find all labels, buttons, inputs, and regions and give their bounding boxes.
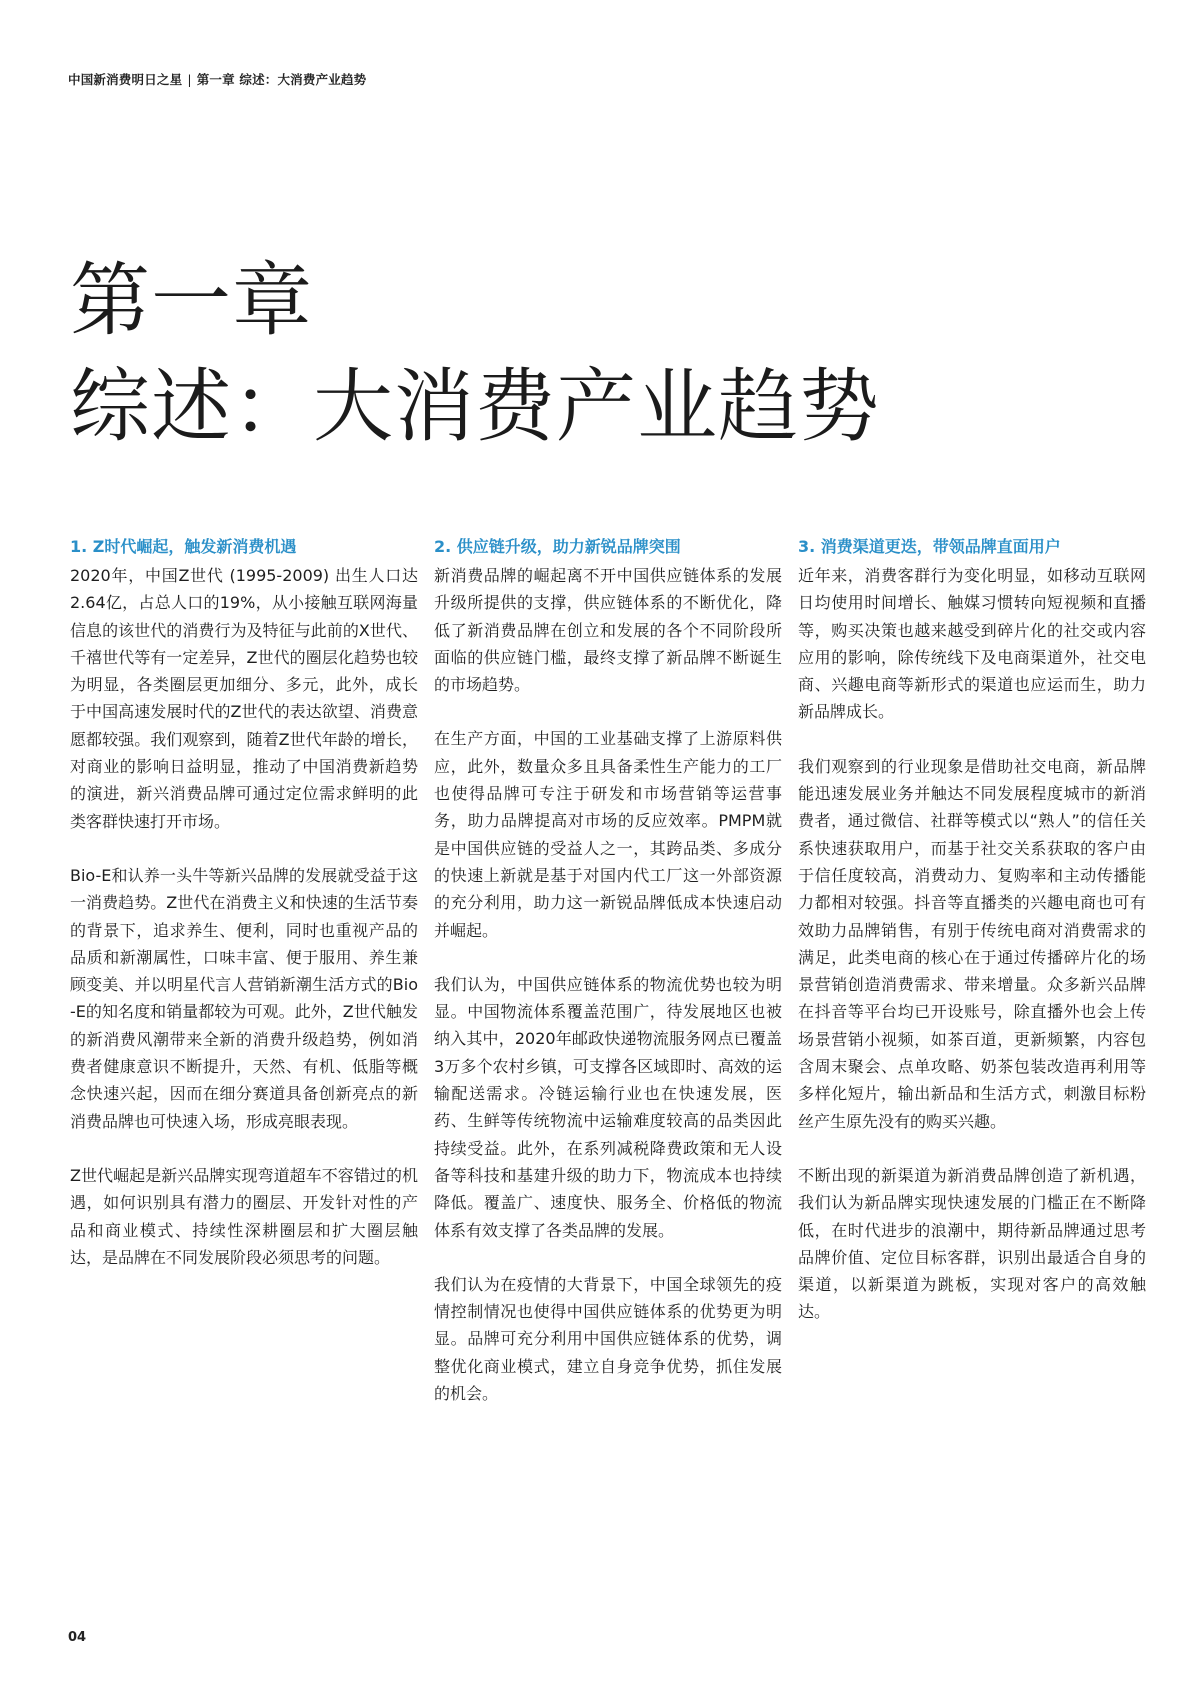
page-number: 04 xyxy=(68,1630,87,1645)
chapter-title xyxy=(70,248,880,460)
paragraph: 新消费品牌的崛起离不开中国供应链体系的发展升级所提供的支撑，供应链体系的不断优化，降低了新消费品牌在创立和发展的各个不同阶段所面临的供应链门槛，最终支撑了新品牌不断诞生的市场趋势。 xyxy=(434,566,782,695)
section-heading-3: 3. 消费渠道更迭，带领品牌直面用户 xyxy=(798,537,1061,556)
paragraph: Bio-E和认养一头牛等新兴品牌的发展就受益于这一消费趋势。Z世代在消费主义和快速的生活节奏的背景下，追求养生、便利，同时也重视产品的品质和新潮属性，口味丰富、便于服用、养生兼顾变美、并以明星代言人营销新潮生活方式的Bio-E的知名度和销量都较为可观。此外，Z世代触发的新消费风潮带来全新的消费升级趋势，例如消费者健康意识不断提升，天然、有机、低脂等概念快速兴起，因而在细分赛道具备创新亮点的新消费品牌也可快速入场，形成亮眼表现。 xyxy=(70,865,418,1131)
chapter-title-line-1: 第一章 xyxy=(70,254,313,347)
section-heading-2: 2. 供应链升级，助力新锐品牌突围 xyxy=(434,537,681,556)
header-chapter: 第一章 综述：大消费产业趋势 xyxy=(196,72,367,87)
paragraph: 我们认为在疫情的大背景下，中国全球领先的疫情控制情况也使得中国供应链体系的优势更为明显。品牌可充分利用中国供应链体系的优势，调整优化商业模式，建立自身竞争优势，抓住发展的机会。 xyxy=(434,1274,782,1404)
paragraph: 在生产方面，中国的工业基础支撑了上游原料供应，此外，数量众多且具备柔性生产能力的工厂也使得品牌可专注于研发和市场营销等运营事务，助力品牌提高对市场的反应效率。PMPM就是中国供应链的受益人之一，其跨品类、多成分的快速上新就是基于对国内代工厂这一外部资源的充分利用，助力这一新锐品牌低成本快速启动并崛起。 xyxy=(434,729,782,940)
paragraph: 我们认为，中国供应链体系的物流优势也较为明显。中国物流体系覆盖范围广，待发展地区也被纳入其中，2020年邮政快递物流服务网点已覆盖3万多个农村乡镇，可支撑各区域即时、高效的运输配送需求。冷链运输行业也在快速发展，医药、生鲜等传统物流中运输难度较高的品类因此持续受益。此外，在系列减税降费政策和无人设备等科技和基建升级的助力下，物流成本也持续降低。覆盖广、速度快、服务全、价格低的物流体系有效支撑了各类品牌的发展。 xyxy=(434,974,782,1240)
paragraph: 2020年，中国Z世代 (1995-2009) 出生人口达2.64亿，占总人口的19%，从小接触互联网海量信息的该世代的消费行为及特征与此前的X世代、千禧世代等有一定差异，Z世代的圈层化趋势也较为明显，各类圈层更加细分、多元，此外，成长于中国高速发展时代的Z世代的表达欲望、消费意愿都较强。我们观察到，随着Z世代年龄的增长，对商业的影响日益明显，推动了中国消费新趋势的演进，新兴消费品牌可通过定位需求鲜明的此类客群快速打开市场。 xyxy=(70,566,418,831)
paragraph: 不断出现的新渠道为新消费品牌创造了新机遇，我们认为新品牌实现快速发展的门槛正在不断降低，在时代进步的浪潮中，期待新品牌通过思考品牌价值、定位目标客群，识别出最适合自身的渠道，以新渠道为跳板，实现对客户的高效触达。 xyxy=(798,1165,1146,1322)
chapter-title-line-2: 综述：大消费产业趋势 xyxy=(70,360,880,453)
header-separator: | xyxy=(187,72,192,87)
column-2 xyxy=(434,534,782,1434)
paragraph: 我们观察到的行业现象是借助社交电商，新品牌能迅速发展业务并触达不同发展程度城市的新消费者，通过微信、社群等模式以“熟人”的信任关系快速获取用户，而基于社交关系获取的客户由于信任度较高，消费动力、复购率和主动传播能力都相对较强。抖音等直播类的兴趣电商也可有效助力品牌销售，有别于传统电商对消费需求的满足，此类电商的核心在于通过传播碎片化的场景营销创造消费需求、带来增量。众多新兴品牌在抖音等平台均已开设账号，除直播外也会上传场景营销小视频，如茶百道，更新频繁，内容包含周末聚会、点单攻略、奶茶包装改造再利用等多样化短片，输出新品和生活方式，刺激目标粉丝产生原先没有的购买兴趣。 xyxy=(798,756,1146,1131)
section-heading-1: 1. Z时代崛起，触发新消费机遇 xyxy=(70,537,297,556)
paragraph: 近年来，消费客群行为变化明显，如移动互联网日均使用时间增长、触媒习惯转向短视频和直播等，购买决策也越来越受到碎片化的社交或内容应用的影响，除传统线下及电商渠道外，社交电商、兴趣电商等新形式的渠道也应运而生，助力新品牌成长。 xyxy=(798,566,1146,722)
running-header xyxy=(68,70,366,88)
publication-name: 中国新消费明日之星 xyxy=(68,72,183,87)
column-3 xyxy=(798,534,1146,1353)
paragraph: Z世代崛起是新兴品牌实现弯道超车不容错过的机遇，如何识别具有潜力的圈层、开发针对性的产品和商业模式、持续性深耕圈层和扩大圈层触达，是品牌在不同发展阶段必须思考的问题。 xyxy=(70,1165,418,1267)
column-1 xyxy=(70,534,418,1298)
